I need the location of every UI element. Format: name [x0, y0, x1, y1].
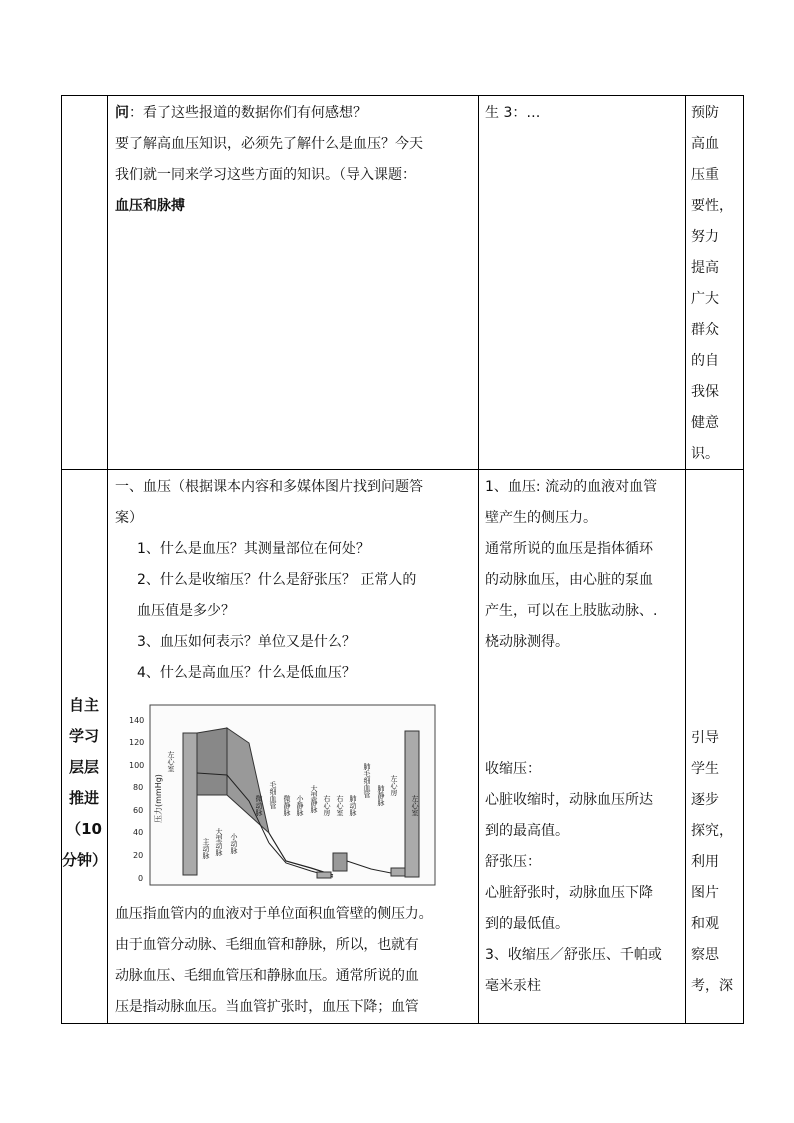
stage-label-line: 推进: [68, 789, 99, 807]
row1-student-response: [485, 98, 680, 129]
question-4: 4、什么是高血压？什么是低血压？: [137, 665, 356, 681]
paragraph-line: 动脉血压、毛细血管压和静脉血压。通常所说的血: [115, 968, 419, 984]
blood-pressure-figure: [121, 703, 436, 888]
label-small-vein: 小静脉: [296, 795, 304, 816]
label-venule: 微静脉: [283, 795, 291, 816]
left-atrium-bar: [391, 868, 405, 876]
label-large-artery: 大型动脉: [215, 828, 223, 856]
lesson-title: 血压和脉搏: [115, 198, 185, 214]
purpose-line: 的自: [691, 353, 719, 369]
label-right-atrium: 右心房: [323, 795, 331, 816]
pulmonary-artery-band: [333, 853, 347, 871]
col-divider-1: [107, 96, 108, 1023]
label-aorta: 主动脉: [202, 838, 210, 859]
stage-label: [62, 690, 106, 876]
row-divider: [62, 469, 743, 470]
answer-2-cont: 桡动脉测得。: [485, 634, 569, 650]
stage-label-line: 学习: [68, 727, 99, 745]
right-ventricle-bar: [317, 872, 331, 878]
purpose-line: 要性，: [691, 198, 733, 214]
paragraph-line: 由于血管分动脉、毛细血管和静脉，所以，也就有: [115, 937, 419, 953]
intro-line-2: 要了解高血压知识，必须先了解什么是血压？今天: [115, 136, 423, 152]
systolic-heading: 收缩压：: [485, 761, 541, 777]
purpose-line: 广大: [691, 291, 719, 307]
stage-label-line: 层层: [68, 758, 99, 776]
units-answer: 3、收缩压／舒张压、千帕或: [485, 947, 662, 963]
units-answer-cont: 毫米汞柱: [485, 978, 541, 994]
label-large-vein: 大型静脉: [310, 785, 318, 813]
y-tick: 120: [129, 738, 145, 747]
diastolic-definition-cont: 到的最低值。: [485, 916, 569, 932]
label-capillary: 毛细血管: [269, 781, 277, 809]
question-2: 2、什么是收缩压？什么是舒张压？ 正常人的: [137, 572, 417, 588]
label-right-ventricle: 右心室: [336, 795, 344, 816]
row2-answers-top: [485, 472, 683, 658]
question-line: 问：看了这些报道的数据你们有何感想？: [115, 105, 367, 121]
intro-line-3: 我们就一同来学习这些方面的知识。（导入课题：: [115, 167, 416, 183]
answer-2-cont: 产生，可以在上肢肱动脉、.: [485, 603, 658, 619]
y-tick: 100: [129, 761, 145, 770]
diastolic-definition: 心脏舒张时，动脉血压下降: [485, 885, 653, 901]
row2-purpose: [691, 723, 743, 1002]
paragraph-line: 血压指血管内的血液对于单位面积血管壁的侧压力。: [115, 906, 433, 922]
row2-content-top: [115, 472, 475, 689]
label-pulmonary-capillary: 肺毛细血管: [363, 763, 371, 798]
y-axis-label: 压力(mmHg): [154, 774, 163, 823]
purpose-line: 努力: [691, 229, 719, 245]
row1-purpose: [691, 98, 743, 470]
label-left-ventricle: 左心室: [167, 751, 175, 772]
y-tick: 20: [133, 851, 144, 860]
answer-1-cont: 壁产生的侧压力。: [485, 510, 597, 526]
stage-label-line: 分钟）: [62, 851, 108, 869]
aorta-band: [197, 728, 227, 795]
purpose-line: 提高: [691, 260, 719, 276]
label-small-artery: 小动脉: [230, 833, 238, 854]
purpose-line: 考，深: [691, 978, 733, 994]
label-arteriole: 微动脉: [255, 795, 263, 816]
purpose-line: 高血: [691, 136, 719, 152]
student-3-text: 生 3：…: [485, 105, 541, 121]
purpose-line: 我保: [691, 384, 719, 400]
y-tick: 140: [129, 716, 145, 725]
label-pulmonary-vein: 肺静脉: [377, 785, 385, 806]
col-divider-3: [685, 96, 686, 1023]
systolic-definition-cont: 到的最高值。: [485, 823, 569, 839]
purpose-line: 逐步: [691, 792, 719, 808]
row1-content: [115, 98, 475, 222]
question-3: 3、血压如何表示？单位又是什么？: [137, 634, 356, 650]
col-divider-2: [478, 96, 479, 1023]
purpose-line: 群众: [691, 322, 719, 338]
purpose-line: 探究，: [691, 823, 733, 839]
purpose-line: 图片: [691, 885, 719, 901]
purpose-line: 预防: [691, 105, 719, 121]
label-left-ventricle-end: 左心室: [411, 795, 419, 816]
left-ventricle-bar: [183, 733, 197, 875]
stage-label-line: 自主: [68, 696, 99, 714]
y-tick: 60: [133, 806, 144, 815]
purpose-line: 察思: [691, 947, 719, 963]
answer-1: 1、血压: 流动的血液对血管: [485, 479, 658, 495]
purpose-line: 识。: [691, 446, 719, 462]
row2-content-bottom: [115, 899, 480, 1023]
answer-2-cont: 的动脉血压，由心脏的泵血: [485, 572, 653, 588]
diastolic-heading: 舒张压：: [485, 854, 541, 870]
purpose-line: 和观: [691, 916, 719, 932]
y-tick: 40: [133, 828, 144, 837]
answer-2: 通常所说的血压是指体循环: [485, 541, 653, 557]
section-heading-cont: 案）: [115, 510, 143, 526]
purpose-line: 压重: [691, 167, 719, 183]
question-1: 1、什么是血压？其测量部位在何处？: [137, 541, 370, 557]
purpose-line: 学生: [691, 761, 719, 777]
stage-label-line: （10: [66, 820, 102, 838]
section-heading: 一、血压（根据课本内容和多媒体图片找到问题答: [115, 479, 423, 495]
purpose-line: 引导: [691, 730, 719, 746]
question-2-cont: 血压值是多少？: [137, 603, 235, 619]
y-tick: 80: [133, 783, 144, 792]
row2-answers-bottom: [485, 754, 683, 1002]
purpose-line: 健意: [691, 415, 719, 431]
paragraph-line: 压是指动脉血压。当血管扩张时，血压下降；血管: [115, 999, 419, 1015]
y-tick: 0: [138, 874, 144, 883]
systolic-definition: 心脏收缩时，动脉血压所达: [485, 792, 653, 808]
purpose-line: 利用: [691, 854, 719, 870]
label-left-atrium: 左心房: [390, 775, 398, 796]
label-pulmonary-artery: 肺动脉: [349, 795, 357, 816]
